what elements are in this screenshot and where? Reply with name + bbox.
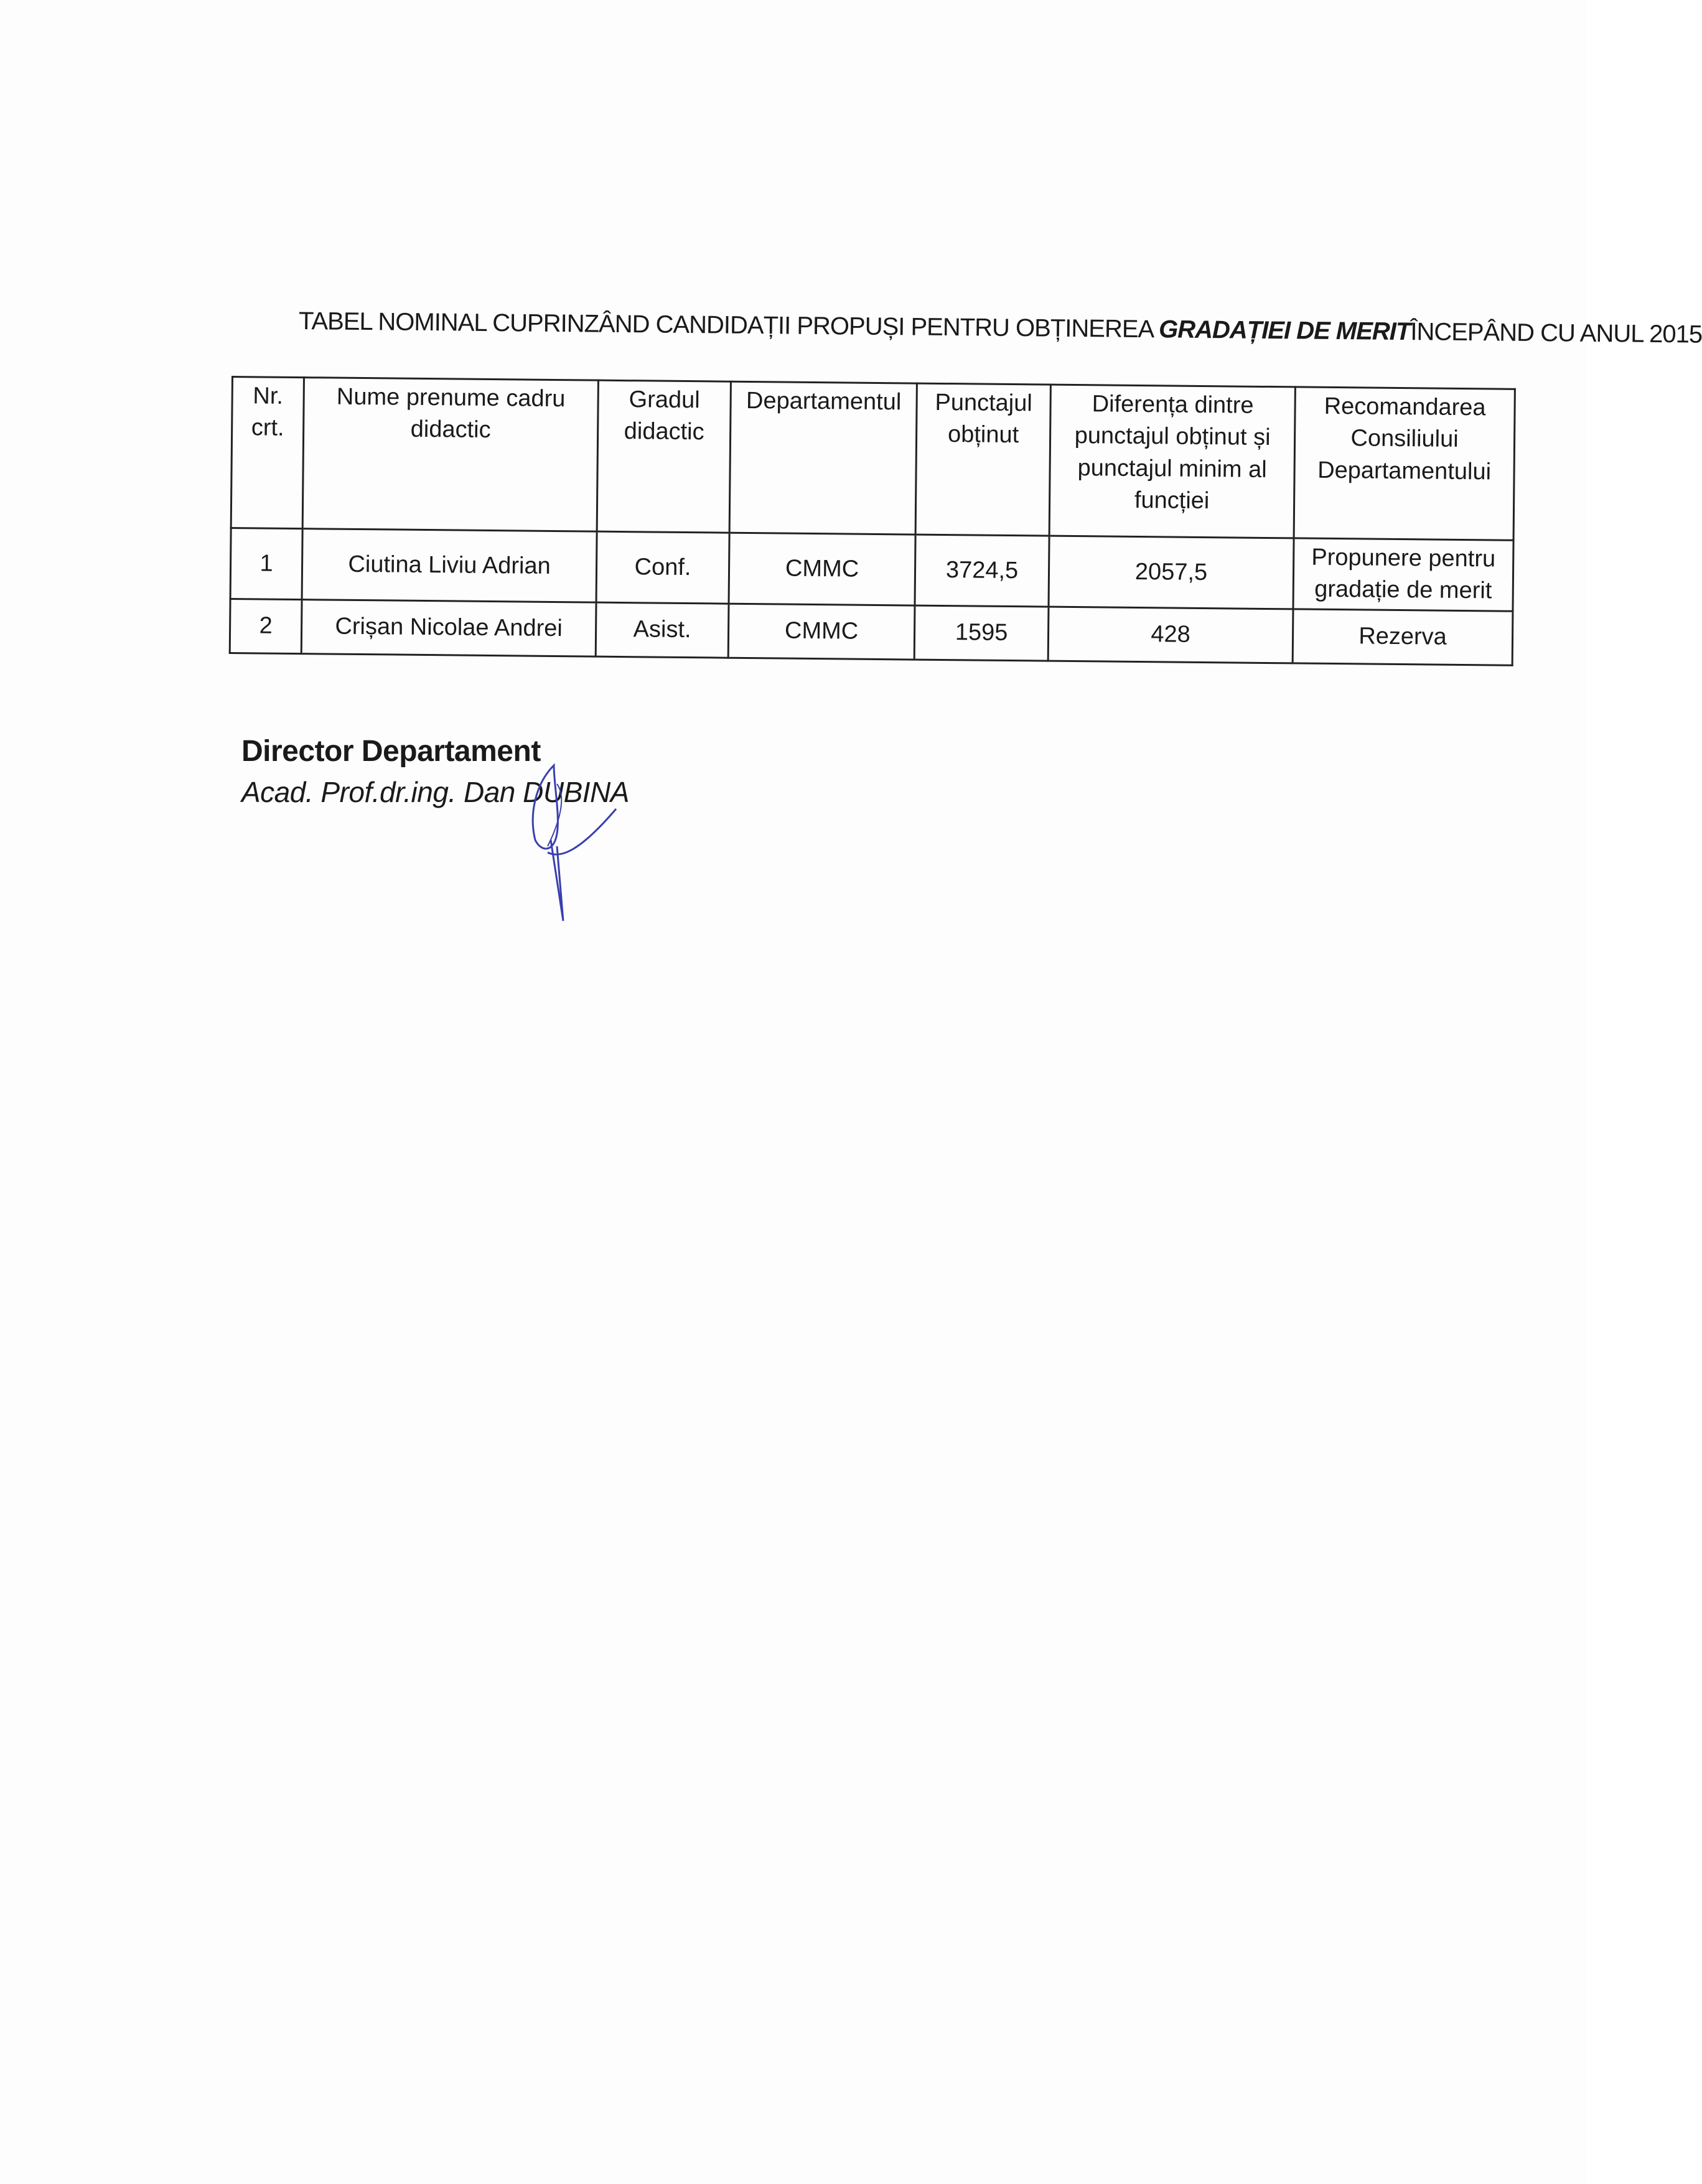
table-row [230, 528, 1513, 611]
director-name: Acad. Prof.dr.ing. Dan DUBINA [241, 776, 629, 808]
cell-difference: 2057,5 [1049, 536, 1294, 609]
cell-department: CMMC [729, 533, 915, 605]
title-suffix: ÎNCEPÂND CU ANUL 2015 [1410, 318, 1702, 348]
header-score: Punctajul obținut [915, 383, 1050, 536]
cell-department: CMMC [728, 604, 915, 660]
candidates-table-container [229, 376, 1516, 666]
cell-name: Ciutina Liviu Adrian [302, 529, 597, 602]
title-emphasis: GRADAȚIEI DE MERIT [1158, 315, 1411, 346]
table-header-row [231, 377, 1515, 541]
title-prefix: TABEL NOMINAL CUPRINZÂND CANDIDAȚII PROPUȘI PENTRU OBȚINEREA [298, 307, 1159, 343]
table-row [230, 599, 1513, 665]
header-difference: Diferența dintre punctajul obținut și punctajul minim al funcției [1049, 385, 1295, 538]
director-role: Director Departament [241, 735, 541, 768]
cell-score: 3724,5 [915, 534, 1049, 607]
cell-grade: Asist. [596, 602, 729, 658]
cell-score: 1595 [914, 605, 1049, 661]
cell-grade: Conf. [596, 531, 729, 604]
cell-recommendation: Rezerva [1293, 609, 1513, 665]
cell-name: Crișan Nicolae Andrei [301, 599, 596, 656]
cell-nr: 2 [230, 599, 302, 653]
header-nr-crt: Nr. crt. [231, 377, 304, 529]
header-department: Departamentul [729, 381, 917, 534]
header-grade: Gradul didactic [597, 380, 731, 533]
header-recommendation: Recomandarea Consiliului Departamentului [1294, 387, 1515, 540]
document-title [298, 307, 1702, 348]
candidates-table [229, 376, 1516, 666]
cell-difference: 428 [1048, 607, 1293, 663]
header-name: Nume prenume cadru didactic [302, 378, 598, 532]
cell-recommendation: Propunere pentru gradație de merit [1293, 538, 1513, 611]
cell-nr: 1 [230, 528, 302, 600]
handwritten-signature [510, 759, 635, 933]
